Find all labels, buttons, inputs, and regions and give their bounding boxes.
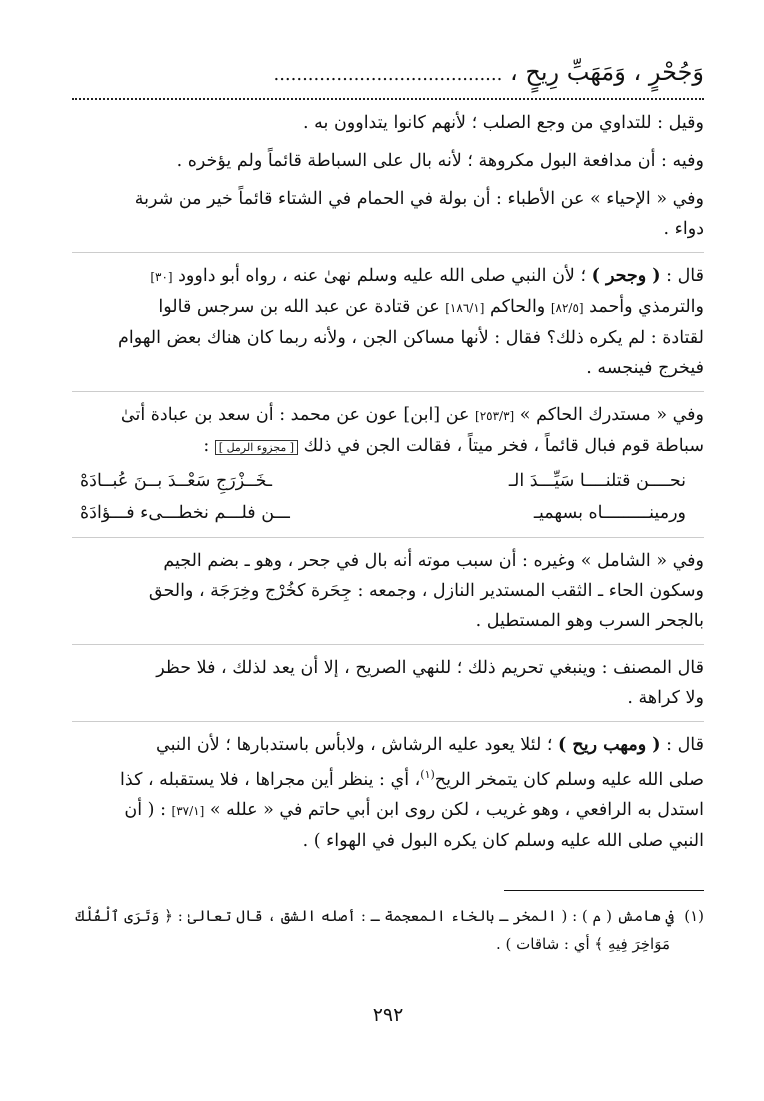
paragraph-ihya [72,184,704,244]
citation-ref: [٣٧/١] [171,803,205,818]
paragraph-separator [72,391,704,392]
paragraph-wind [72,730,704,856]
text-line [72,760,704,795]
text-span: في هامش ( م ) : ( المخر ـ بالخاء المعجمة ـ : أصله الشق ، قال تعالىٰ : ﴿ وَتَرَى ٱلْفُلْكَ [75,907,675,925]
header-title: وَجُحْرٍ ، وَمَهَبِّ رِيحٍ ، [509,58,704,86]
running-header [72,56,704,91]
text-line [72,730,704,760]
citation-ref: [٨٢/٥] [550,301,584,315]
text-line [72,431,704,463]
verse-first-hemistich: ورمينـــــــــاه بسهميـ [533,503,686,523]
meter-label: [ مجزوء الرمل ] [215,440,298,455]
header-dots: ........................................ [273,64,503,85]
text-line: لقتادة : لم يكره ذلك؟ فقال : لأنها مساكن الجن ، ولأنه ربما كان هناك بعض الهوام [118,328,704,348]
text-line: وقيل : للتداوي من وجع الصلب ؛ لأنهم كانوا يتداوون به . [303,113,704,133]
text-span: ؛ لأن النبي صلى الله عليه وسلم نهىٰ عنه ، رواه أبو داوود [172,266,592,286]
paragraph-separator [72,537,704,538]
text-line: وسكون الحاء ـ الثقب المستدير النازل ، وجمعه : جِحَرة كخُرْج وخِرَجَة ، والحق [148,581,704,601]
text-line: النبي صلى الله عليه وسلم كان يكره البول في الهواء ) . [302,830,704,851]
text-span: صلى الله عليه وسلم كان يتمخر الريح [434,769,704,790]
matn-term-wind: ( ومهب ريح ) [558,735,661,755]
text-line: فيخرج فينجسه . [586,358,704,378]
text-span: سباطة قوم فبال قائماً ، فخر ميتاً ، فقالت الجن في ذلك [298,436,704,456]
paragraph-musannif [72,653,704,713]
text-span: وفي « مستدرك الحاكم » [514,405,704,425]
poem-verse [72,465,704,497]
footnote-line: مَوَاخِرَ فِيهِ ﴾ أي : شاقات ) . [496,935,670,953]
qal-label: قال : [660,735,704,755]
text-line: ولا كراهة . [627,688,704,708]
verse-second-hemistich: ـخَــزْرَجِ سَعْــدَ بــنَ عُبــادَهْ [80,471,273,491]
footnote [72,902,704,958]
text-line: وفيه : أن مدافعة البول مكروهة ؛ لأنه بال على السباطة قائماً ولم يؤخره . [176,151,704,171]
footnote-divider [504,890,704,891]
text-line [72,795,704,826]
citation-ref: [٣٠] [150,270,173,284]
text-line [72,261,704,292]
paragraph-back-pain [72,108,704,138]
footnote-reference[interactable]: (١) [420,768,435,781]
poem-verse [72,497,704,529]
page-number: ٢٩٢ [372,1004,404,1026]
paragraph-retaining-urine [72,146,704,176]
text-span: استدل به الرافعي ، وهو غريب ، لكن روى ابن أبي حاتم في « علله » [204,799,704,820]
paragraph-separator [72,644,704,645]
citation-ref: [٢٥٣/٣] [475,409,515,423]
header-divider [72,98,704,100]
paragraph-shamil [72,546,704,636]
text-line [72,400,704,431]
text-line: وفي « الشامل » وغيره : أن سبب موته أنه بال في جحر ، وهو ـ بضم الجيم [163,551,704,571]
footnote-number: (١) [684,907,704,925]
text-span: والترمذي وأحمد [583,297,704,317]
main-text [72,108,704,864]
paragraph-separator [72,721,704,722]
text-span: : ( أن [124,799,172,820]
footnote-line [72,902,704,930]
text-span: : [203,436,215,456]
paragraph-separator [72,252,704,253]
text-span: ، أي : ينظر أين مجراها ، فلا يستقبله ، كذا [120,769,421,790]
citation-ref: [١٨٦/١] [445,301,485,315]
text-span: ؛ لئلا يعود عليه الرشاش ، ولابأس باستدبارها ؛ لأن النبي [156,735,559,755]
text-span: عن قتادة عن عبد الله بن سرجس قالوا [158,297,446,317]
text-line: دواء . [663,219,704,239]
text-line: وفي « الإحياء » عن الأطباء : أن بولة في الحمام في الشتاء قائماً خير من شربة [134,189,704,209]
text-span: عن [ابن] عون عن محمد : أن سعد بن عبادة أتىٰ [120,405,476,425]
text-line [72,292,704,323]
paragraph-mustadrak [72,400,704,463]
text-line: بالجحر السرب وهو المستطيل . [475,611,704,631]
paragraph-burrow [72,261,704,383]
qal-label: قال : [660,266,704,286]
poem [72,465,704,529]
text-span: والحاكم [484,297,551,317]
book-page [72,42,704,1062]
verse-first-hemistich: نحــــن قتلنــــا سَيِّـــدَ الـ [508,471,686,491]
verse-second-hemistich: ـــن فلـــم نخطـــىء فـــؤادَهْ [80,503,290,523]
text-line: قال المصنف : وينبغي تحريم ذلك ؛ للنهي الصريح ، إلا أن يعد لذلك ، فلا حظر [156,658,704,678]
matn-term-burrow: ( وجحر ) [591,266,661,286]
